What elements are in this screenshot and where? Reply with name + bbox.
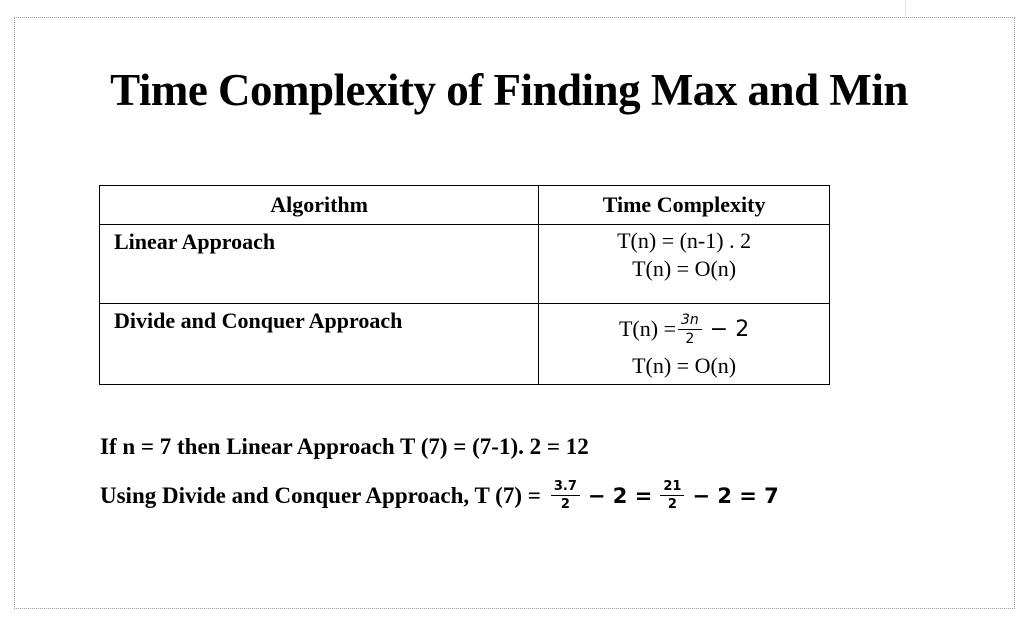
- header-algorithm: Algorithm: [100, 186, 539, 225]
- fraction-denominator: 2: [667, 497, 677, 512]
- divide-conquer-example: [100, 480, 785, 511]
- formula-line: T(n) = O(n): [632, 353, 737, 378]
- formula-prefix: T(n) =: [618, 316, 676, 341]
- complexity-cell: [539, 304, 830, 385]
- table-row: [100, 225, 830, 304]
- dc-example-suffix: − 2 = 7: [692, 483, 779, 508]
- linear-example-text: If n = 7 then Linear Approach T (7) = (7-1). 2 = 12: [100, 434, 589, 459]
- page-title: Time Complexity of Finding Max and Min: [110, 65, 908, 115]
- table-header-row: [100, 186, 830, 225]
- algorithm-cell: Linear Approach: [100, 225, 539, 304]
- algorithm-cell: Divide and Conquer Approach: [100, 304, 539, 385]
- fraction-numerator: 3.7: [551, 480, 580, 496]
- dc-example-middle: − 2 =: [587, 483, 653, 508]
- formula-line: T(n) = O(n): [632, 256, 737, 281]
- fraction-numerator: 21: [660, 480, 684, 496]
- formula-line: T(n) = (n-1) . 2: [617, 228, 752, 253]
- dc-example-prefix: Using Divide and Conquer Approach, T (7) =: [100, 482, 541, 508]
- dc-fraction-2: [660, 480, 684, 511]
- dc-fraction-1: [551, 480, 580, 511]
- fraction-denominator: 2: [685, 330, 695, 347]
- formula-equation: [539, 306, 829, 352]
- formula-fraction: [678, 313, 702, 346]
- formula-suffix: − 2: [709, 316, 750, 342]
- table-row: [100, 304, 830, 385]
- corner-divider: [905, 0, 906, 16]
- complexity-table: [99, 185, 830, 385]
- complexity-cell: [539, 225, 830, 304]
- fraction-numerator: 3n: [678, 313, 702, 330]
- header-time-complexity: Time Complexity: [539, 186, 830, 225]
- fraction-denominator: 2: [560, 497, 570, 512]
